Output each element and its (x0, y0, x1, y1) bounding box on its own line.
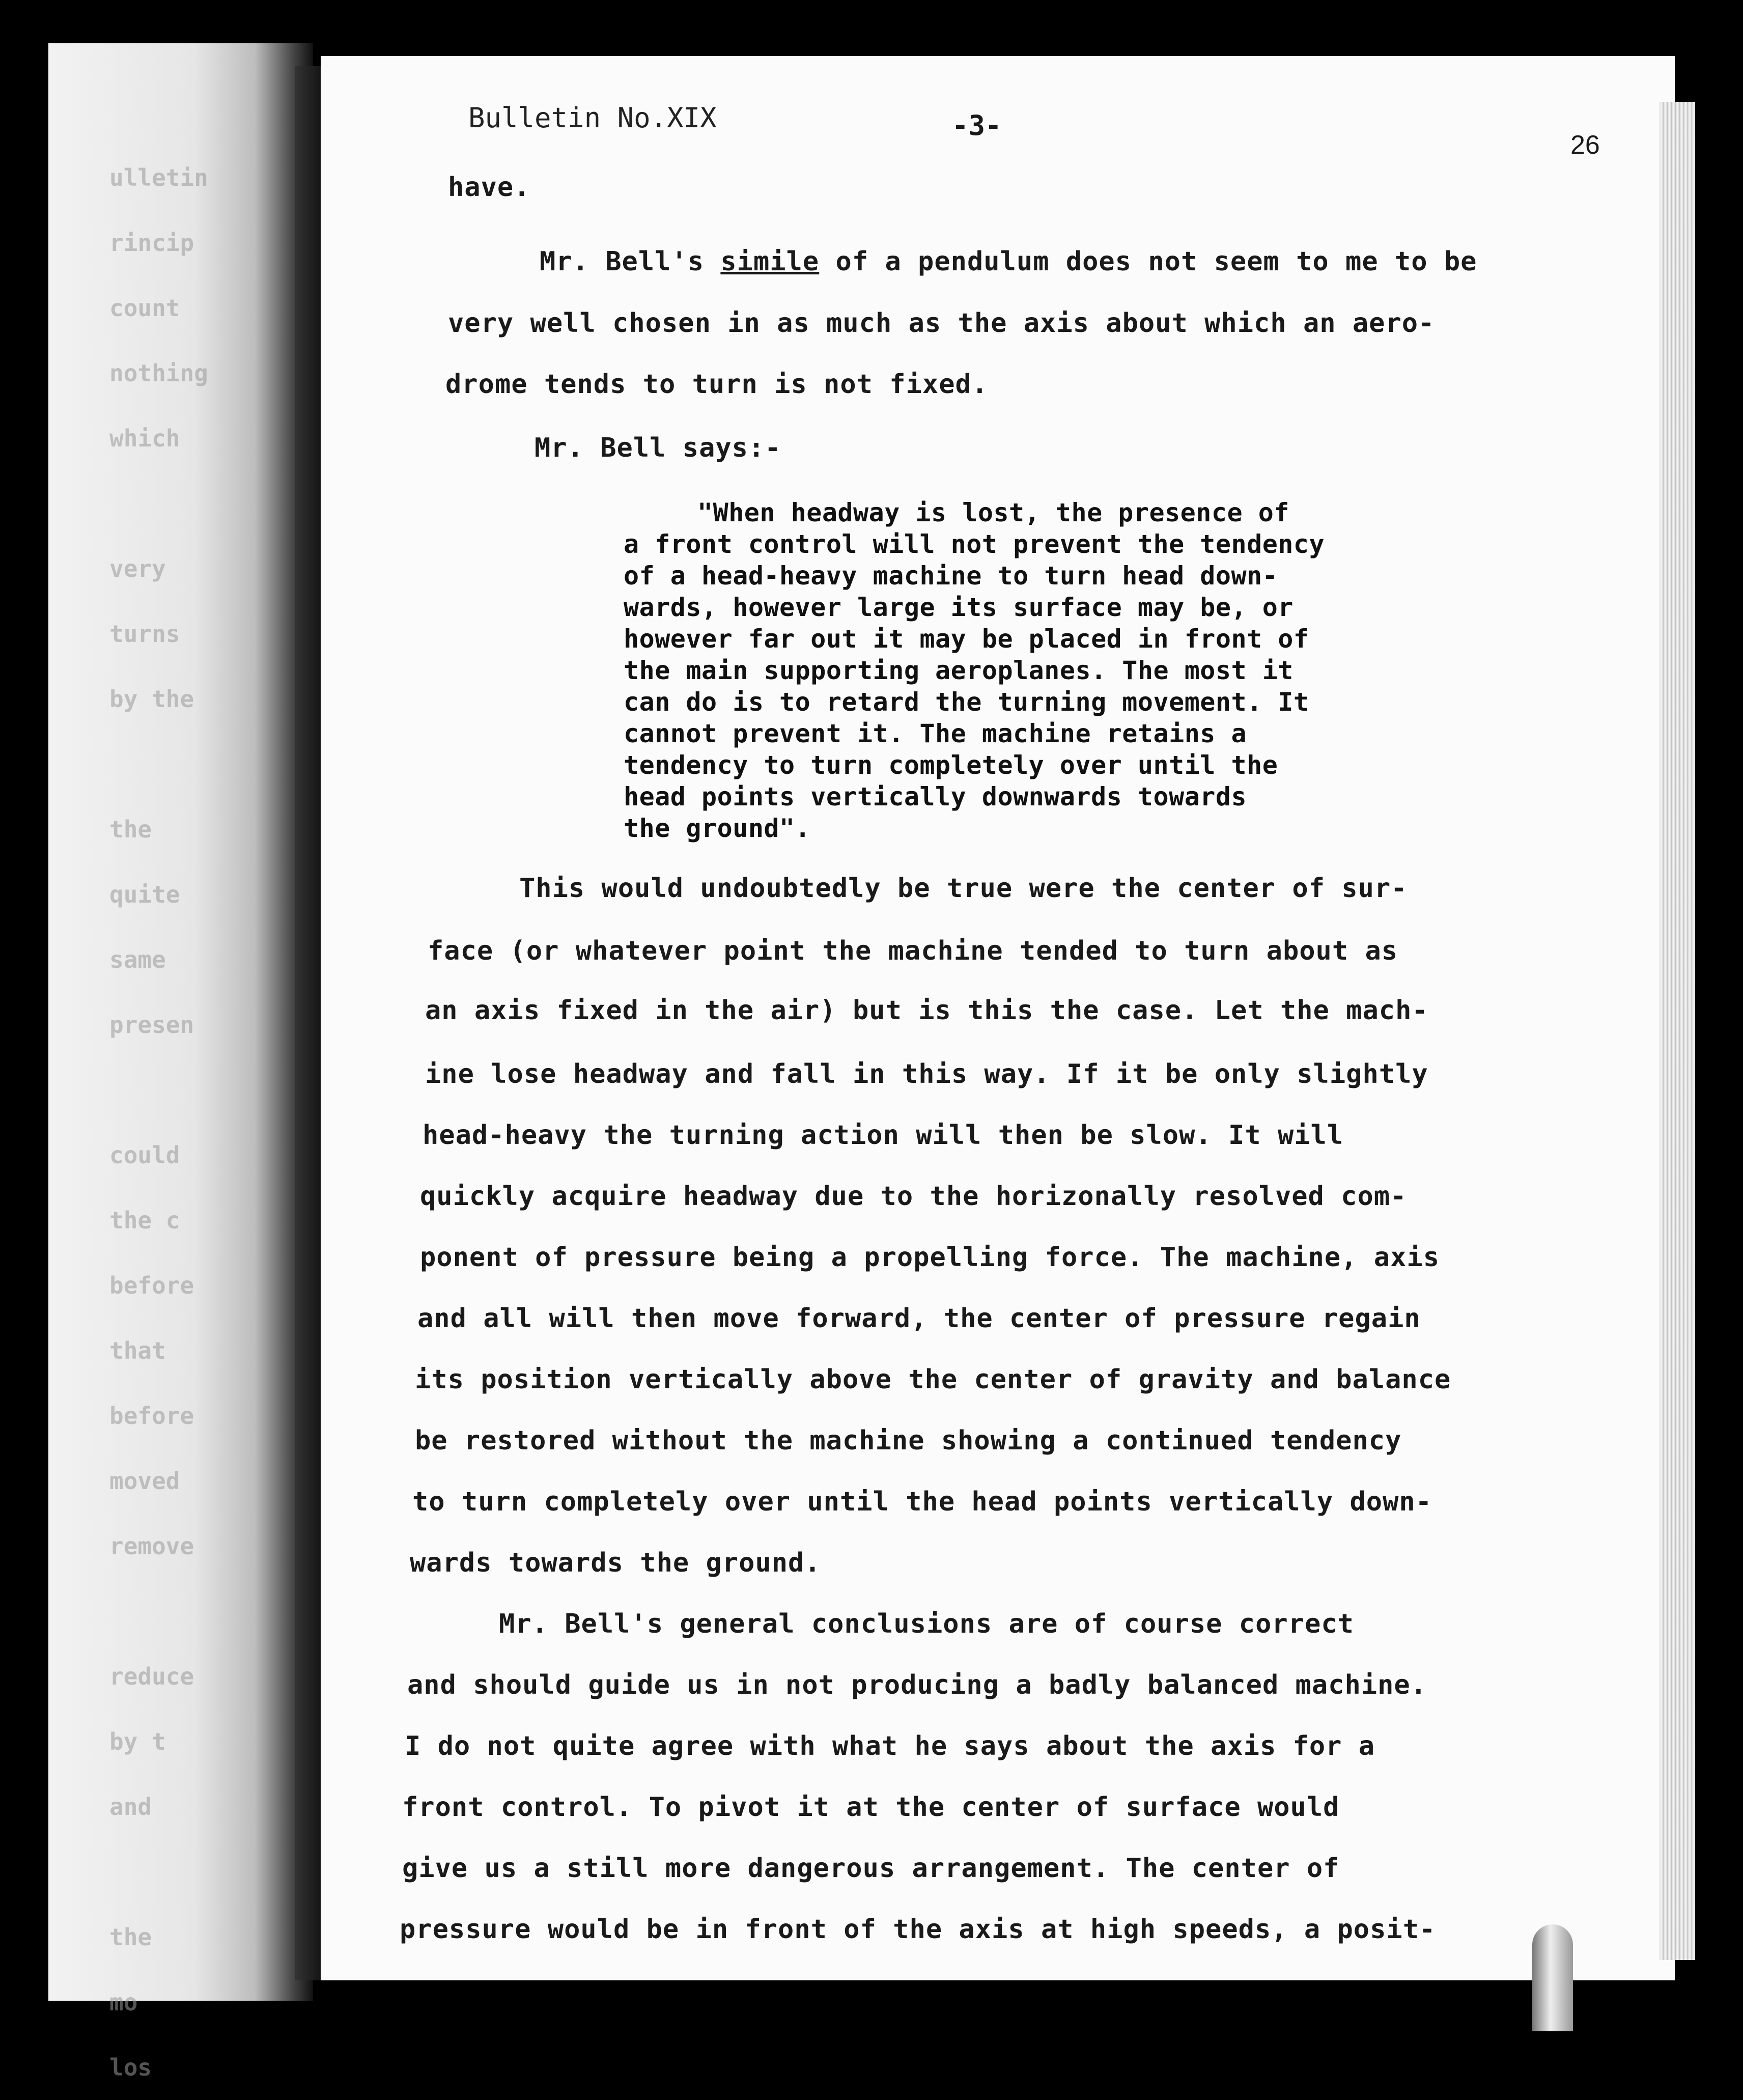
body-line: to turn completely over until the head points vertically down- (412, 1487, 1432, 1517)
left-page-bleed-text: ulletin rincip count nothing which very turns by the the quite same presen could the c before that before moved remove reduce by t and the mo los (109, 164, 208, 2081)
body-text: of a pendulum does not seem to me to be (819, 246, 1477, 277)
page-number-center: -3- (952, 109, 1002, 142)
bulletin-number: Bulletin No.XIX (468, 102, 717, 134)
body-line: Mr. Bell says:- (535, 433, 781, 463)
quote-line: of a head-heavy machine to turn head down- (624, 561, 1278, 591)
body-line: and all will then move forward, the center of pressure regain (417, 1303, 1421, 1334)
body-text: Mr. Bell's (540, 246, 721, 277)
quote-line: head points vertically downwards towards (624, 782, 1247, 811)
body-line: an axis fixed in the air) but is this the case. Let the mach- (425, 995, 1428, 1026)
body-line: give us a still more dangerous arrangement. The center of (402, 1853, 1340, 1884)
body-line (540, 246, 1477, 277)
quote-line: tendency to turn completely over until the (624, 750, 1278, 780)
body-line: drome tends to turn is not fixed. (445, 369, 989, 400)
quote-line: a front control will not prevent the tendency (624, 529, 1325, 559)
left-facing-page (48, 43, 313, 2081)
body-line: quickly acquire headway due to the horizonally resolved com- (420, 1181, 1407, 1212)
quote-line: cannot prevent it. The machine retains a (624, 719, 1247, 748)
quote-line: the main supporting aeroplanes. The most it (624, 656, 1294, 685)
page-stack-edge (1660, 102, 1695, 1960)
clip-icon (1532, 1924, 1573, 2031)
body-line: very well chosen in as much as the axis about which an aero- (448, 308, 1435, 339)
body-line: ine lose headway and fall in this way. If it be only slightly (425, 1059, 1428, 1089)
quote-line: the ground". (624, 814, 811, 843)
body-line: its position vertically above the center of gravity and balance (415, 1364, 1451, 1395)
body-line: wards towards the ground. (410, 1548, 821, 1578)
body-line: have. (448, 172, 530, 203)
body-line: front control. To pivot it at the center of surface would (402, 1792, 1340, 1823)
quote-line: "When headway is lost, the presence of (697, 498, 1289, 527)
quote-line: wards, however large its surface may be, or (624, 593, 1294, 622)
body-line: and should guide us in not producing a badly balanced machine. (407, 1670, 1427, 1700)
body-line: head-heavy the turning action will then be slow. It will (423, 1120, 1344, 1151)
body-line: ponent of pressure being a propelling force. The machine, axis (420, 1242, 1440, 1273)
body-line: pressure would be in front of the axis at high speeds, a posit- (400, 1914, 1436, 1945)
quote-line: however far out it may be placed in front of (624, 624, 1309, 654)
underlined-word: simile (720, 246, 820, 277)
quote-line: can do is to retard the turning movement. It (624, 687, 1309, 717)
body-line: This would undoubtedly be true were the center of sur- (519, 873, 1408, 904)
page-number-right: 26 (1570, 130, 1600, 160)
body-line: I do not quite agree with what he says about the axis for a (405, 1731, 1375, 1761)
body-line: face (or whatever point the machine tended to turn about as (428, 936, 1398, 966)
body-line: Mr. Bell's general conclusions are of course correct (499, 1609, 1354, 1639)
body-line: be restored without the machine showing a continued tendency (415, 1425, 1402, 1456)
